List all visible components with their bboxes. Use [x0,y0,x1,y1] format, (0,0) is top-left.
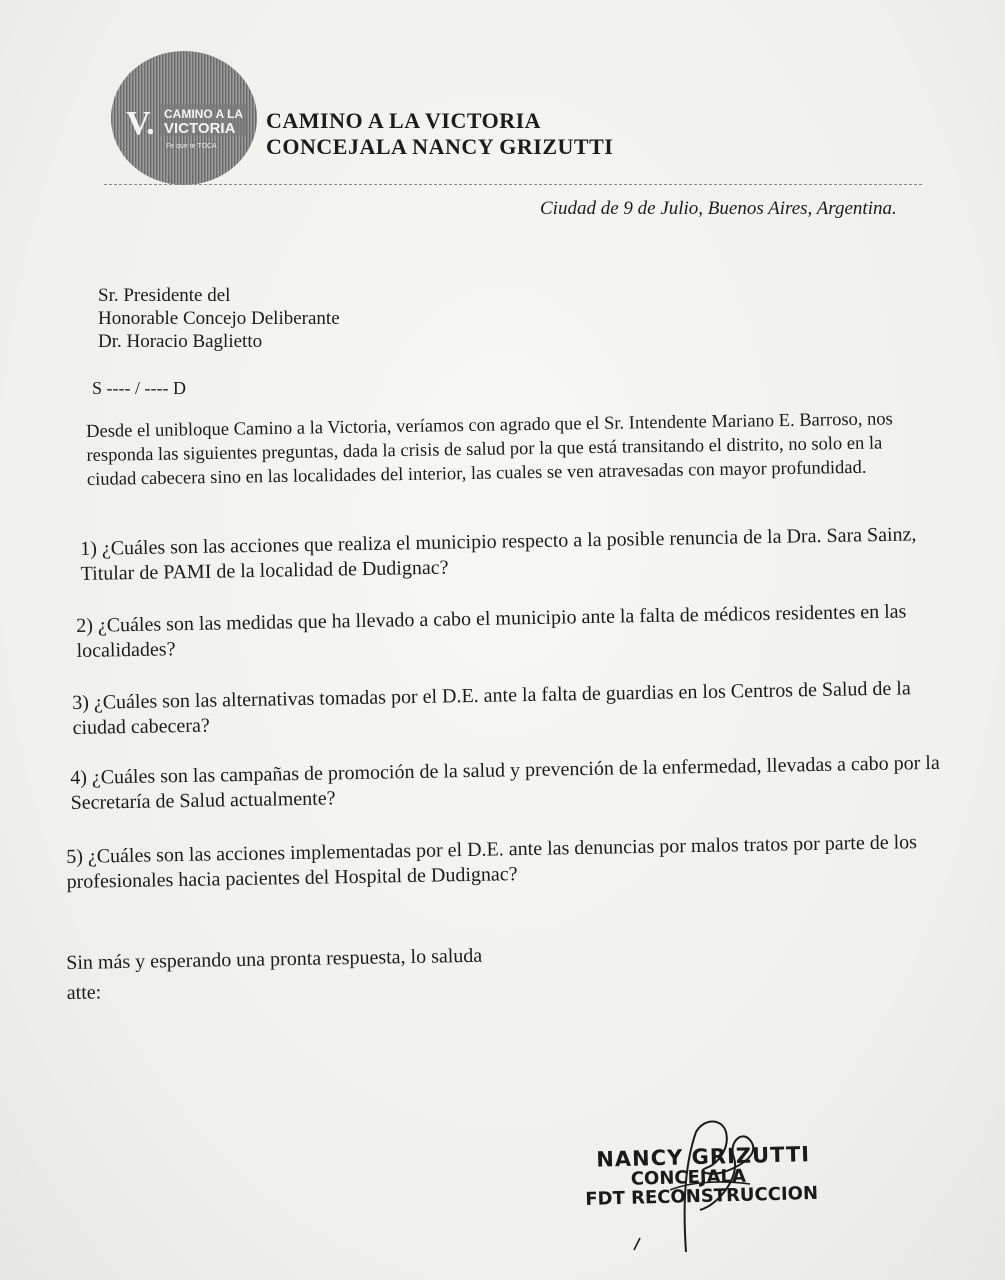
addressee-line: Honorable Concejo Deliberante [98,308,340,329]
letterhead-line2: CONCEJALA NANCY GRIZUTTI [266,134,614,159]
question-item: 1) ¿Cuáles son las acciones que realiza el municipio respecto a la posible renuncia de la Dra. Sara Sainz, Titular de PAMI de la localidad de Dudignac? [80,523,917,585]
addressee-line: Dr. Horacio Baglietto [98,331,263,352]
closing-block [66,941,483,1008]
addressee-block [98,284,340,353]
intro-paragraph: Desde el unibloque Camino a la Victoria, veríamos con agrado que el Sr. Intendente Mariano E. Barroso, nos responda las siguientes preguntas, dada la crisis de salud por la que está transitando el distrito, no solo en la ciudad cabecera sino en las localidades del interior, las cuales se ven atravesadas con mayor profundidad. [86,409,893,490]
closing-line: atte: [66,981,102,1004]
logo-mark: V. [126,105,155,142]
letterhead-line1: CAMINO A LA VICTORIA [266,108,542,133]
salutation: S ---- / ---- D [92,378,186,398]
logo-line1: CAMINO A LA [164,107,244,121]
closing-line: Sin más y esperando una pronta respuesta, lo saluda [66,944,483,974]
place-line: Ciudad de 9 de Julio, Buenos Aires, Argentina. [540,198,897,219]
handwritten-signature [600,1112,820,1262]
stamp-name: NANCY GRIZUTTI [595,1142,811,1172]
question-item: 4) ¿Cuáles son las campañas de promoción de la salud y prevención de la enfermedad, llevadas a cabo por la Secretaría de Salud actualmente? [70,751,940,814]
campaign-logo [108,48,260,188]
header-divider [104,184,922,185]
logo-line3: Fe que te TOCA [166,143,217,150]
addressee-line: Sr. Presidente del [98,285,231,306]
question-item: 5) ¿Cuáles son las acciones implementadas por el D.E. ante las denuncias por malos tratos por parte de los profesionales hacia pacientes del Hospital de Dudignac? [66,831,918,893]
question-item: 3) ¿Cuáles son las alternativas tomadas por el D.E. ante la falta de guardias en los Centros de Salud de la ciudad cabecera? [72,677,911,739]
letterhead [266,108,613,160]
stamp-party: FDT RECONSTRUCCION [585,1182,819,1210]
stamp-title: CONCEJALA [630,1165,747,1190]
question-item: 2) ¿Cuáles son las medidas que ha llevado a cabo el municipio ante la falta de médicos residentes en las localidades? [76,600,907,662]
logo-line2: VICTORIA [164,120,236,137]
